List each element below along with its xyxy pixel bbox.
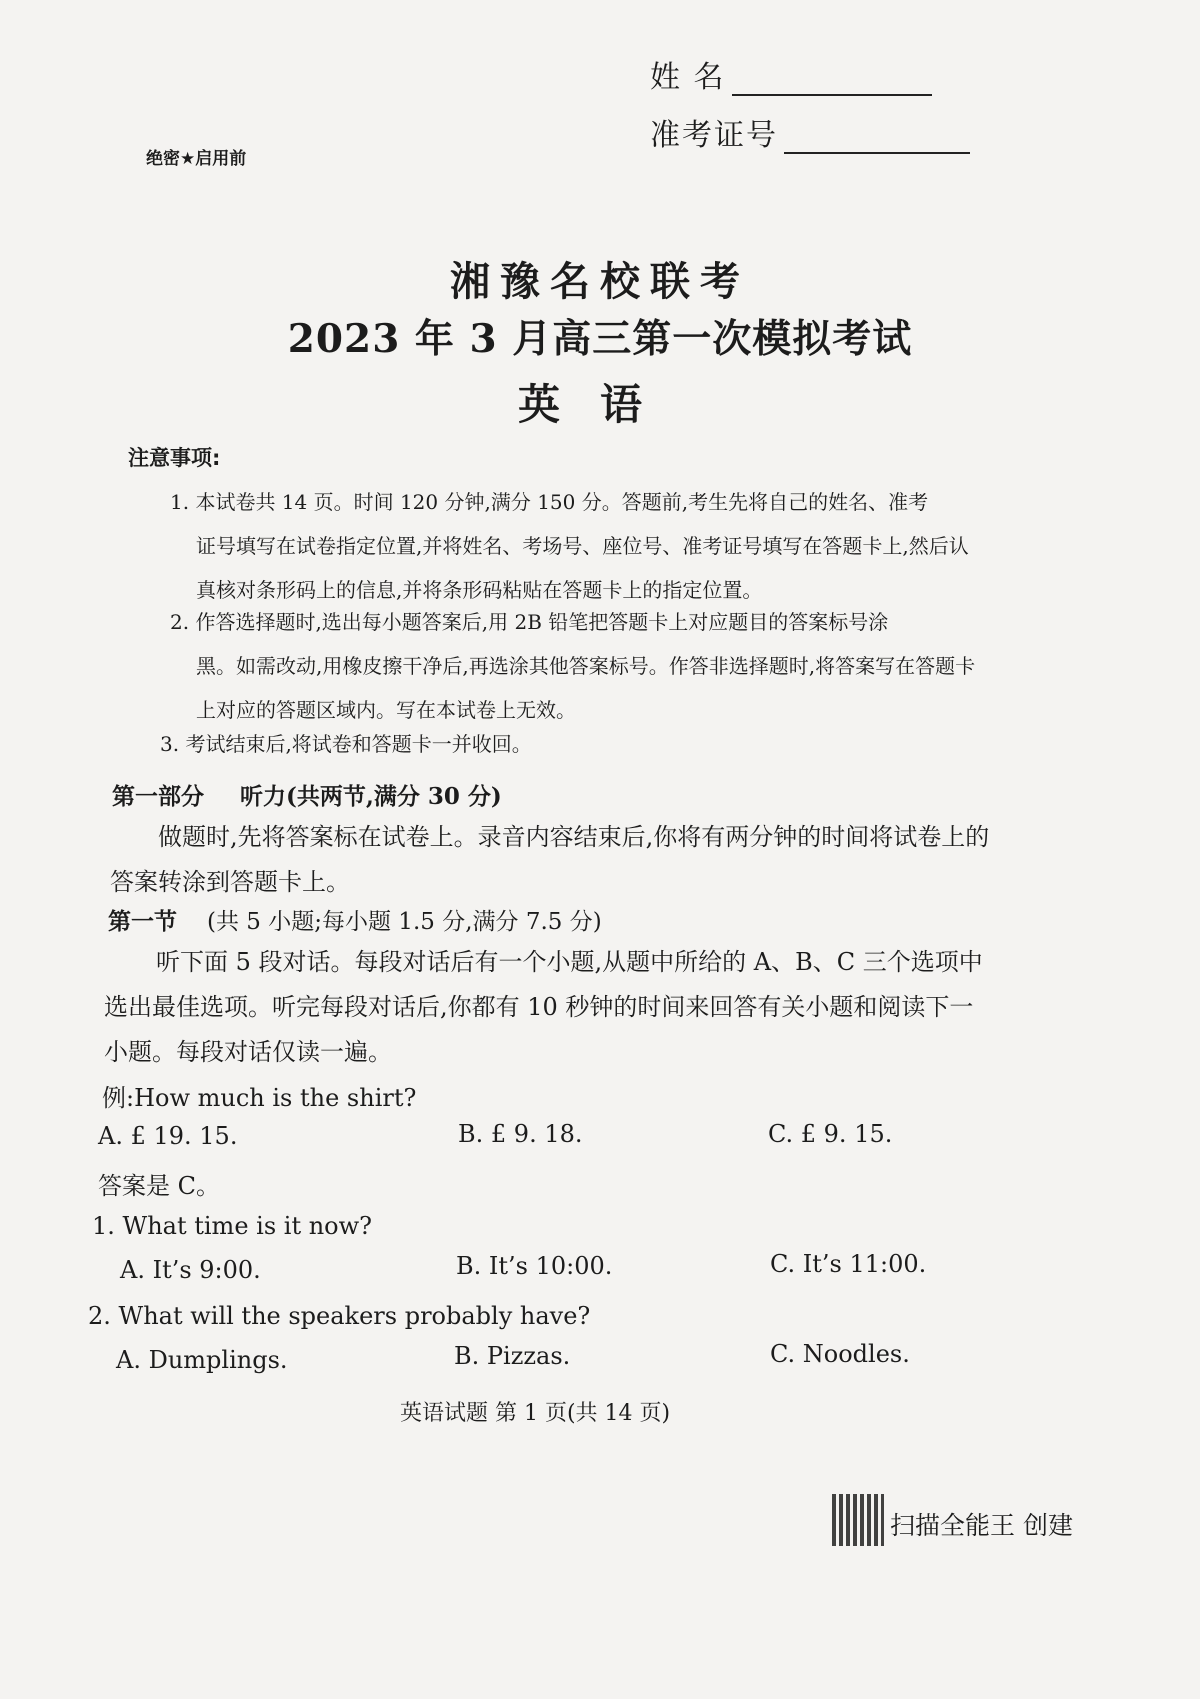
question-2-option-c: C. Noodles. [770,1340,910,1368]
exam-id-label: 准考证号 [650,118,778,153]
subject-title: 英语 [517,380,682,429]
note-item-3-first: 3. 考试结束后,将试卷和答题卡一并收回。 [160,732,532,756]
question-2-option-b: B. Pizzas. [454,1342,571,1370]
section1-heading-detail: (共 5 小题;每小题 1.5 分,满分 7.5 分) [207,909,602,935]
example-option-a: A. £ 19. 15. [98,1122,238,1150]
notes-heading: 注意事项: [128,446,221,470]
name-label: 姓 名 [650,60,726,95]
question-1-option-a: A. It’s 9:00. [120,1256,261,1284]
note-item-1-first: 1. 本试卷共 14 页。时间 120 分钟,满分 150 分。答题前,考生先将自己的姓名、准考 [170,490,929,514]
exam-id-field [650,110,970,154]
note-item-2-first: 2. 作答选择题时,选出每小题答案后,用 2B 铅笔把答题卡上对应题目的答案标号涂 [170,610,889,634]
exam-title: 湘豫名校联考 [450,258,750,305]
question-1: 1. What time is it now? [92,1212,373,1240]
exam-subtitle: 2023 年 3 月高三第一次模拟考试 [287,316,913,362]
note-item-2 [170,600,985,732]
note-item-2-rest: 黑。如需改动,用橡皮擦干净后,再选涂其他答案标号。作答非选择题时,将答案写在答题卡上对应的答题区域内。写在本试卷上无效。 [196,654,976,722]
section1-instructions: 听下面 5 段对话。每段对话后有一个小题,从题中所给的 A、B、C 三个选项中选出最佳选项。听完每段对话后,你都有 10 秒钟的时间来回答有关小题和阅读下一小题。每段对话仅读一遍。 [104,948,983,1066]
qr-code-icon [832,1494,884,1546]
section1-heading-label: 第一节 [108,909,177,935]
example-option-b: B. £ 9. 18. [458,1120,583,1148]
example-answer: 答案是 C。 [98,1172,220,1200]
part1-instructions: 做题时,先将答案标在试卷上。录音内容结束后,你将有两分钟的时间将试卷上的答案转涂到答题卡上。 [110,823,990,896]
note-item-3 [160,722,975,766]
example-option-c: C. £ 9. 15. [768,1120,893,1148]
name-field [650,52,932,96]
part1-heading-label: 第一部分 [112,784,204,810]
page-footer: 英语试题 第 1 页(共 14 页) [400,1401,671,1426]
name-blank-line [732,64,932,96]
exam-id-blank-line [784,122,970,154]
note-item-1-rest: 证号填写在试卷指定位置,并将姓名、考场号、座位号、准考证号填写在答题卡上,然后认真核对条形码上的信息,并将条形码粘贴在答题卡上的指定位置。 [196,534,969,602]
part1-heading [112,778,502,811]
question-1-option-b: B. It’s 10:00. [456,1252,613,1280]
confidential-mark: 绝密★启用前 [146,149,247,169]
note-item-1 [170,480,985,612]
question-2: 2. What will the speakers probably have? [88,1302,591,1330]
section1-heading [108,903,602,936]
scanner-watermark: 扫描全能王 创建 [890,1511,1073,1540]
question-2-option-a: A. Dumplings. [116,1346,288,1374]
part1-heading-detail: 听力(共两节,满分 30 分) [240,783,502,810]
question-1-option-c: C. It’s 11:00. [770,1250,927,1278]
example-question: 例:How much is the shirt? [102,1084,417,1112]
